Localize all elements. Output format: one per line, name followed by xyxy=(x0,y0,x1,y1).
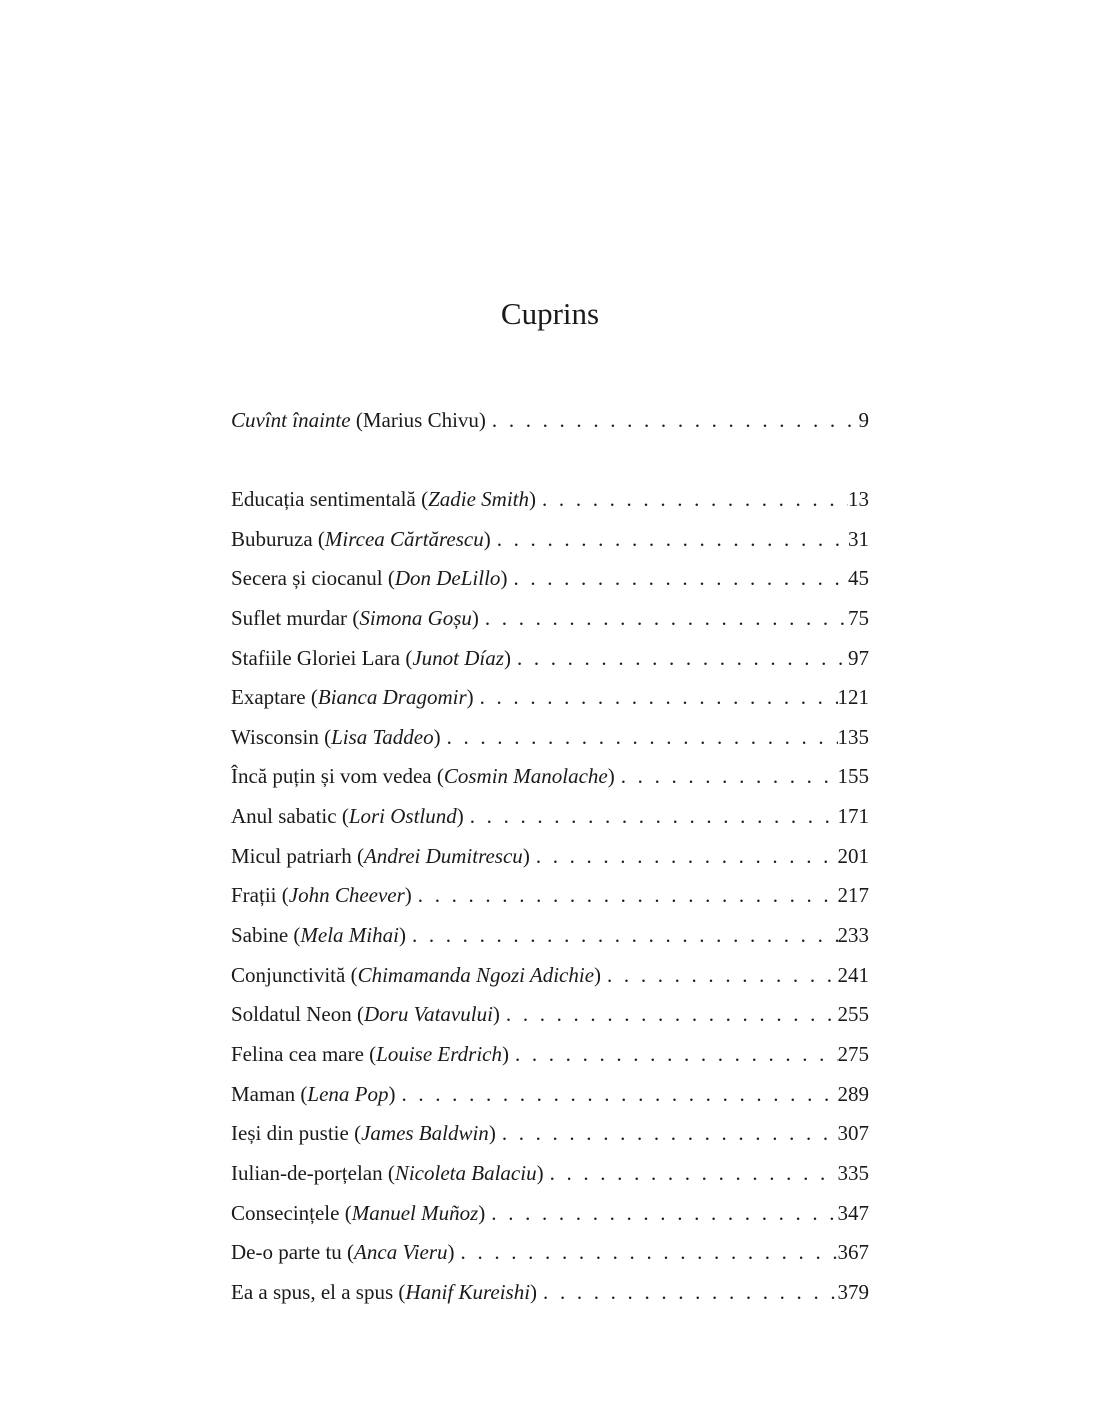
entry-author: Hanif Kureishi xyxy=(405,1279,531,1304)
dot-leader xyxy=(485,1195,837,1231)
entry-author: Doru Vatavului xyxy=(364,1002,493,1027)
entry-author: James Baldwin xyxy=(361,1121,489,1146)
dot-leader xyxy=(530,838,838,874)
toc-entry[interactable] xyxy=(231,957,869,997)
entry-text: Exaptare (Bianca Dragomir) xyxy=(231,685,474,710)
dot-leader xyxy=(474,679,838,715)
entry-text: Ea a spus, el a spus (Hanif Kureishi) xyxy=(231,1279,538,1304)
dot-leader xyxy=(496,1115,838,1151)
entry-text: Sabine (Mela Mihai) xyxy=(231,923,406,948)
entry-page-number: 379 xyxy=(837,1279,869,1304)
toc-entry[interactable] xyxy=(231,560,869,600)
entry-title: Buburuza xyxy=(231,526,313,551)
entry-title: Ea a spus, el a spus xyxy=(231,1279,394,1304)
toc-entry[interactable] xyxy=(231,640,869,680)
entry-page-number: 255 xyxy=(837,1002,869,1027)
entry-text: Iulian-de-porțelan (Nicoleta Balaciu) xyxy=(231,1160,544,1185)
entry-text: Anul sabatic (Lori Ostlund) xyxy=(231,804,464,829)
entry-author: Mircea Cărtărescu xyxy=(324,526,484,551)
toc-entry[interactable] xyxy=(231,996,869,1036)
entry-page-number: 171 xyxy=(837,804,869,829)
toc-entry[interactable] xyxy=(231,679,869,719)
entry-author: Chimamanda Ngozi Adichie xyxy=(357,962,595,987)
dot-leader xyxy=(615,758,838,794)
entry-text: Stafiile Gloriei Lara (Junot Díaz) xyxy=(231,645,511,670)
entry-author: Cosmin Manolache xyxy=(443,764,608,789)
foreword-author: Marius Chivu xyxy=(362,408,479,432)
entry-text: De-o parte tu (Anca Vieru) xyxy=(231,1240,455,1265)
entry-author: John Cheever xyxy=(288,883,405,908)
entry-text: Educația sentimentală (Zadie Smith) xyxy=(231,487,537,511)
toc-entry[interactable] xyxy=(231,1195,869,1235)
entry-text: Încă puțin și vom vedea (Cosmin Manolache) xyxy=(231,764,615,789)
entry-title: Soldatul Neon xyxy=(231,1002,352,1027)
toc-entry[interactable] xyxy=(231,1274,869,1314)
toc-entry[interactable] xyxy=(231,917,869,957)
entry-title: Felina cea mare xyxy=(231,1041,364,1066)
entry-text: Buburuza (Mircea Cărtărescu) xyxy=(231,526,491,551)
toc-entry[interactable] xyxy=(231,521,869,561)
entry-text: Micul patriarh (Andrei Dumitrescu) xyxy=(231,843,530,868)
entry-page-number: 97 xyxy=(848,645,869,670)
entry-author: Zadie Smith xyxy=(428,487,530,511)
story-list xyxy=(231,481,869,1313)
dot-leader xyxy=(412,877,838,913)
entry-page-number: 335 xyxy=(837,1160,869,1185)
toc-entry[interactable] xyxy=(231,838,869,878)
dot-leader xyxy=(500,996,838,1032)
entry-author: Lori Ostlund xyxy=(348,804,457,829)
toc-entry[interactable] xyxy=(231,1234,869,1274)
entry-text: Felina cea mare (Louise Erdrich) xyxy=(231,1041,509,1066)
entry-title: Sabine xyxy=(231,923,289,948)
entry-title: Anul sabatic xyxy=(231,804,337,829)
foreword-list xyxy=(231,402,869,442)
entry-page-number: 45 xyxy=(848,566,869,591)
toc-entry[interactable] xyxy=(231,1076,869,1116)
entry-author: Don DeLillo xyxy=(394,566,501,591)
dot-leader xyxy=(507,560,848,596)
entry-author: Mela Mihai xyxy=(300,923,399,948)
entry-title: Frații xyxy=(231,883,277,908)
entry-title: De-o parte tu xyxy=(231,1240,342,1265)
entry-title: Maman xyxy=(231,1081,296,1106)
dot-leader xyxy=(544,1155,838,1191)
entry-text: Soldatul Neon (Doru Vatavului) xyxy=(231,1002,500,1027)
entry-page-number: 241 xyxy=(837,962,869,987)
entry-title: Educația sentimentală xyxy=(231,487,416,511)
entry-author: Lisa Taddeo xyxy=(331,724,434,749)
page-title: Cuprins xyxy=(500,296,600,331)
entry-text: Cuvînt înainte (Marius Chivu) xyxy=(231,408,486,432)
entry-text: Ieși din pustie (James Baldwin) xyxy=(231,1121,496,1146)
dot-leader xyxy=(536,481,848,517)
entry-page-number: 201 xyxy=(837,843,869,868)
entry-title: Stafiile Gloriei Lara xyxy=(231,645,401,670)
entry-author: Bianca Dragomir xyxy=(317,685,467,710)
entry-author: Lena Pop xyxy=(307,1081,389,1106)
dot-leader xyxy=(406,917,838,953)
entry-page-number: 275 xyxy=(837,1041,869,1066)
entry-text: Conjunctivită (Chimamanda Ngozi Adichie) xyxy=(231,962,602,987)
entry-author: Andrei Dumitrescu xyxy=(363,843,523,868)
dot-leader xyxy=(455,1234,838,1270)
toc-entry[interactable] xyxy=(231,1155,869,1195)
dot-leader xyxy=(511,640,848,676)
dot-leader xyxy=(441,719,838,755)
entry-text: Suflet murdar (Simona Goșu) xyxy=(231,605,479,630)
dot-leader xyxy=(491,521,848,557)
entry-page-number: 289 xyxy=(837,1081,869,1106)
dot-leader xyxy=(464,798,838,834)
dot-leader xyxy=(395,1076,837,1112)
entry-title: Consecințele xyxy=(231,1200,340,1225)
entry-author: Anca Vieru xyxy=(354,1240,448,1265)
entry-author: Nicoleta Balaciu xyxy=(394,1160,537,1185)
entry-title: Secera și ciocanul xyxy=(231,566,383,591)
toc-entry[interactable] xyxy=(231,1036,869,1076)
entry-title: Iulian-de-porțelan xyxy=(231,1160,383,1185)
entry-page-number: 121 xyxy=(837,685,869,710)
foreword-title: Cuvînt înainte xyxy=(231,408,351,432)
entry-author: Louise Erdrich xyxy=(376,1041,502,1066)
toc-entry[interactable] xyxy=(231,600,869,640)
entry-page-number: 347 xyxy=(837,1200,869,1225)
entry-page-number: 135 xyxy=(837,724,869,749)
entry-page-number: 155 xyxy=(837,764,869,789)
toc-entry[interactable] xyxy=(231,1115,869,1155)
dot-leader xyxy=(601,957,837,993)
dot-leader xyxy=(537,1274,837,1310)
dot-leader xyxy=(479,600,848,636)
entry-title: Încă puțin și vom vedea xyxy=(231,764,432,789)
entry-author: Junot Díaz xyxy=(412,645,504,670)
toc-entry[interactable] xyxy=(231,481,869,521)
entry-page-number: 75 xyxy=(848,605,869,630)
entry-title: Ieși din pustie xyxy=(231,1121,349,1146)
toc-entry-foreword[interactable] xyxy=(231,402,869,442)
entry-page-number: 13 xyxy=(848,487,869,511)
dot-leader xyxy=(509,1036,838,1072)
entry-title: Exaptare xyxy=(231,685,306,710)
entry-page-number: 307 xyxy=(837,1121,869,1146)
foreword-page-number: 9 xyxy=(858,408,869,432)
entry-title: Wisconsin xyxy=(231,724,319,749)
entry-text: Maman (Lena Pop) xyxy=(231,1081,396,1106)
entry-text: Consecințele (Manuel Muñoz) xyxy=(231,1200,486,1225)
entry-text: Wisconsin (Lisa Taddeo) xyxy=(231,724,441,749)
toc-entry[interactable] xyxy=(231,719,869,759)
entry-page-number: 217 xyxy=(837,883,869,908)
entry-text: Frații (John Cheever) xyxy=(231,883,412,908)
dot-leader xyxy=(486,402,859,438)
entry-title: Conjunctivită xyxy=(231,962,346,987)
entry-title: Micul patriarh xyxy=(231,843,352,868)
entry-author: Manuel Muñoz xyxy=(351,1200,479,1225)
toc-entry[interactable] xyxy=(231,798,869,838)
entry-page-number: 233 xyxy=(837,923,869,948)
entry-title: Suflet murdar xyxy=(231,605,348,630)
entry-page-number: 31 xyxy=(848,526,869,551)
entry-author: Simona Goșu xyxy=(359,605,472,630)
entry-text: Secera și ciocanul (Don DeLillo) xyxy=(231,566,508,591)
toc-entry[interactable] xyxy=(231,877,869,917)
toc-entry[interactable] xyxy=(231,758,869,798)
entry-page-number: 367 xyxy=(837,1240,869,1265)
